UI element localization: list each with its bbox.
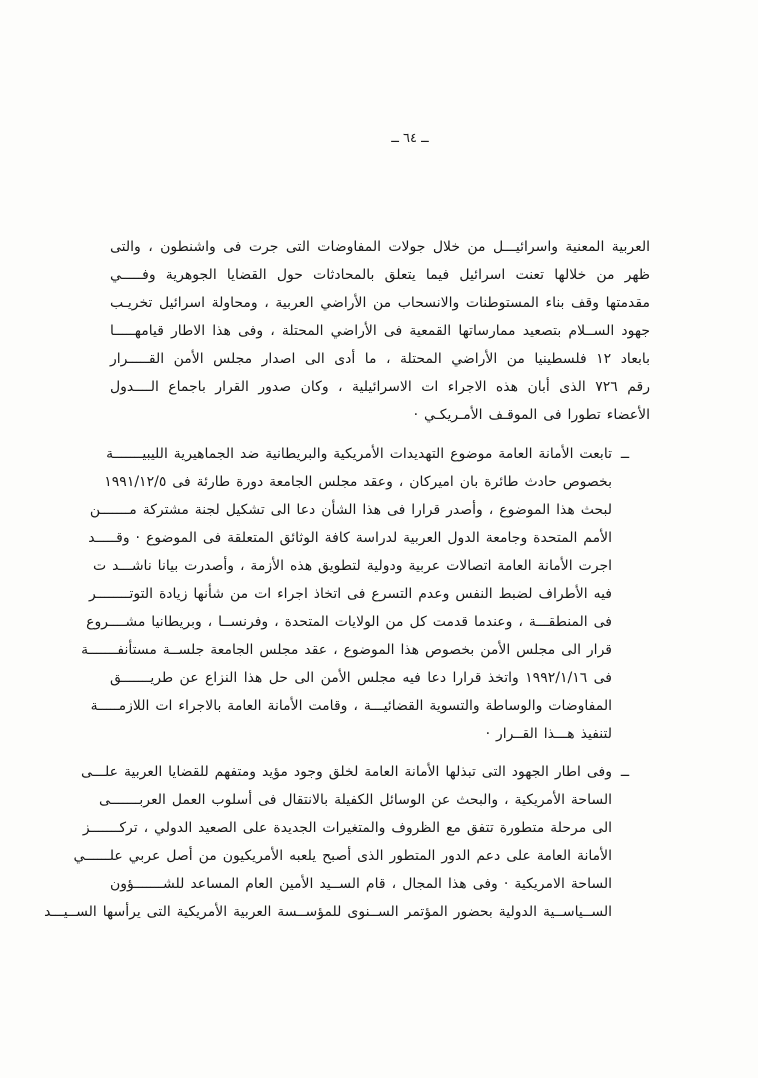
text-line: الأمانة العامة على دعم الدور المتطور الذى أصبح يلعبه الأمريكيون من أصل عربي علــــــي xyxy=(73,848,612,864)
text-line: بخصوص حادث طائرة بان اميركان ، وعقد مجلس الجامعة دورة طارئة فى ١٩٩١/١٢/٥ xyxy=(104,474,612,490)
text-line: الساحة الأمريكية ، والبحث عن الوسائل الكفيلة بالانتقال فى أسلوب العمل العربـــــــى xyxy=(99,792,612,808)
text-line: تابعت الأمانة العامة موضوع التهديدات الأمريكية والبريطانية ضد الجماهيرية الليبيـــــــة xyxy=(106,446,612,462)
text-line: ظهر من خلالها تعنت اسرائيل فيما يتعلق بالمحادثات حول القضايا الجوهرية وفـــــي xyxy=(110,267,650,283)
text-line: العربية المعنية واسرائيـــل من خلال جولات المفاوضات التى جرت فى واشنطون ، والتى xyxy=(110,239,650,255)
paragraph-3 xyxy=(44,758,630,926)
text-line: لبحث هذا الموضوع ، وأصدر قرارا فى هذا الشأن دعا الى تشكيل لجنة مشتركة مـــــــن xyxy=(89,502,612,518)
paragraph-2 xyxy=(81,440,630,748)
text-line: الى مرحلة متطورة تتفق مع الظروف والمتغيرات الجديدة على الصعيد الدولي ، تركـــــــز xyxy=(82,820,612,836)
text-line: الأمم المتحدة وجامعة الدول العربية لدراسة كافة الوثائق المتعلقة فى الموضوع · وقـــــد xyxy=(88,530,612,546)
text-line: بابعاد ١٢ فلسطينيا من الأراضي المحتلة ، ما أدى الى اصدار مجلس الأمن القـــــرار xyxy=(110,351,651,367)
text-line: المفاوضات والوساطة والتسوية القضائيـــة ، وقامت الأمانة العامة بالاجراء ات اللازمـــــة xyxy=(90,698,612,714)
text-line: الســياســية الدولية بحضور المؤتمر الســنوى للمؤســسة العربية الأمريكية التى يرأسها الســيـــد xyxy=(44,904,612,920)
text-line: لتنفيذ هـــذا القــرار · xyxy=(485,726,612,742)
text-line: فى ١٩٩٢/١/١٦ واتخذ قرارا دعا فيه مجلس الأمن الى حل هذا النزاع عن طريـــــــق xyxy=(110,670,612,686)
paragraph-1 xyxy=(110,233,650,429)
text-line: الأعضاء تطورا فى الموقـف الأمـريكـي · xyxy=(413,407,650,423)
text-line: جهود الســلام بتصعيد ممارساتها القمعية فى الأراضي المحتلة ، وفى هذا الاطار قيامهـــــا xyxy=(110,323,650,339)
page-number: ــ ٦٤ ــ xyxy=(391,131,429,146)
text-line: قرار الى مجلس الأمن بخصوص هذا الموضوع ، عقد مجلس الجامعة جلســة مستأنفـــــــة xyxy=(81,642,612,658)
dash-bullet-icon: ــ xyxy=(620,764,630,780)
text-line: فيه الأطراف لضبط النفس وعدم التسرع فى اتخاذ اجراء ات من شأنها زيادة التوتــــــــر xyxy=(88,586,612,602)
dash-bullet-icon: ــ xyxy=(620,446,630,462)
text-line: مقدمتها وقف بناء المستوطنات والانسحاب من الأراضي العربية ، ومحاولة اسرائيل تخريـب xyxy=(110,295,650,311)
text-line: اجرت الأمانة العامة اتصالات عربية ودولية لتطويق هذه الأزمة ، وأصدرت بيانا ناشـــد ت xyxy=(93,558,612,574)
text-line: رقم ٧٢٦ الذى أبان هذه الاجراء ات الاسرائيلية ، وكان صدور القرار باجماع الــــدول xyxy=(110,379,650,395)
text-line: وفى اطار الجهود التى تبذلها الأمانة العامة لخلق وجود مؤيد ومتفهم للقضايا العربية علـــى xyxy=(81,764,612,780)
text-line: الساحة الامريكية · وفى هذا المجال ، قام الســيد الأمين العام المساعد للشـــــــؤون xyxy=(110,876,612,892)
text-line: فى المنطقـــة ، وعندما قدمت كل من الولايات المتحدة ، وفرنســا ، وبريطانيا مشــــروع xyxy=(86,614,612,630)
